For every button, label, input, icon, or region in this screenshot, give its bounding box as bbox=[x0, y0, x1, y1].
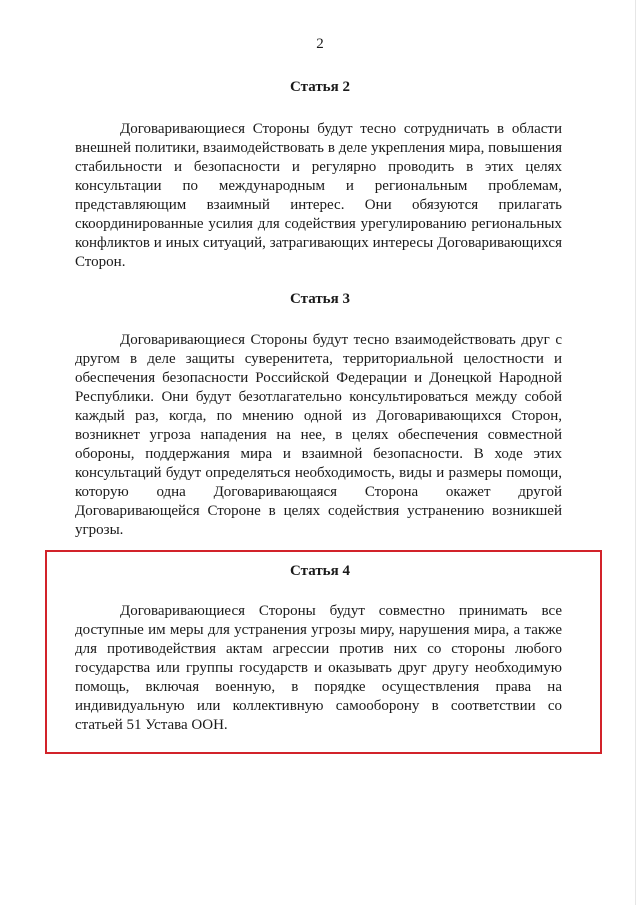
page-number: 2 bbox=[316, 36, 324, 52]
article-4-title: Статья 4 bbox=[290, 563, 350, 579]
article-2-title: Статья 2 bbox=[290, 79, 350, 95]
scan-edge-line bbox=[635, 0, 636, 905]
article-3-text: Договаривающиеся Стороны будут тесно взаимодействовать друг с другом в деле защиты суверенитета, территориальной целостности и обеспечения безопасности Российской Федерации и Донецкой Народной Республики. Они будут безотлагательно консультироваться между собой каждый раз, когда, по мнению одной из Договаривающихся Сторон, возникнет угроза нападения на нее, в целях обеспечения совместной обороны, поддержания мира и взаимной безопасности. В ходе этих консультаций будут определяться необходимость, виды и размеры помощи, которую одна Договаривающаяся Сторона окажет другой Договаривающейся Стороне в целях содействия устранению возникшей угрозы. bbox=[75, 332, 562, 538]
article-4-text: Договаривающиеся Стороны будут совместно принимать все доступные им меры для устранения угрозы миру, нарушения мира, а также для противодействия актам агрессии против них со стороны любого государства или группы государств и оказывать друг другу необходимую помощь, включая военную, в порядке осуществления права на индивидуальную или коллективную самооборону в соответствии со статьей 51 Устава ООН. bbox=[75, 603, 562, 733]
article-2-text: Договаривающиеся Стороны будут тесно сотрудничать в области внешней политики, взаимодействовать в деле укрепления мира, повышения стабильности и безопасности и регулярно проводить в этих целях консультации по международным и региональным проблемам, представляющим взаимный интерес. Они обязуются прилагать скоординированные усилия для содействия урегулированию региональных конфликтов и иных ситуаций, затрагивающих интересы Договаривающихся Сторон. bbox=[75, 121, 562, 270]
article-3-title: Статья 3 bbox=[290, 291, 350, 307]
